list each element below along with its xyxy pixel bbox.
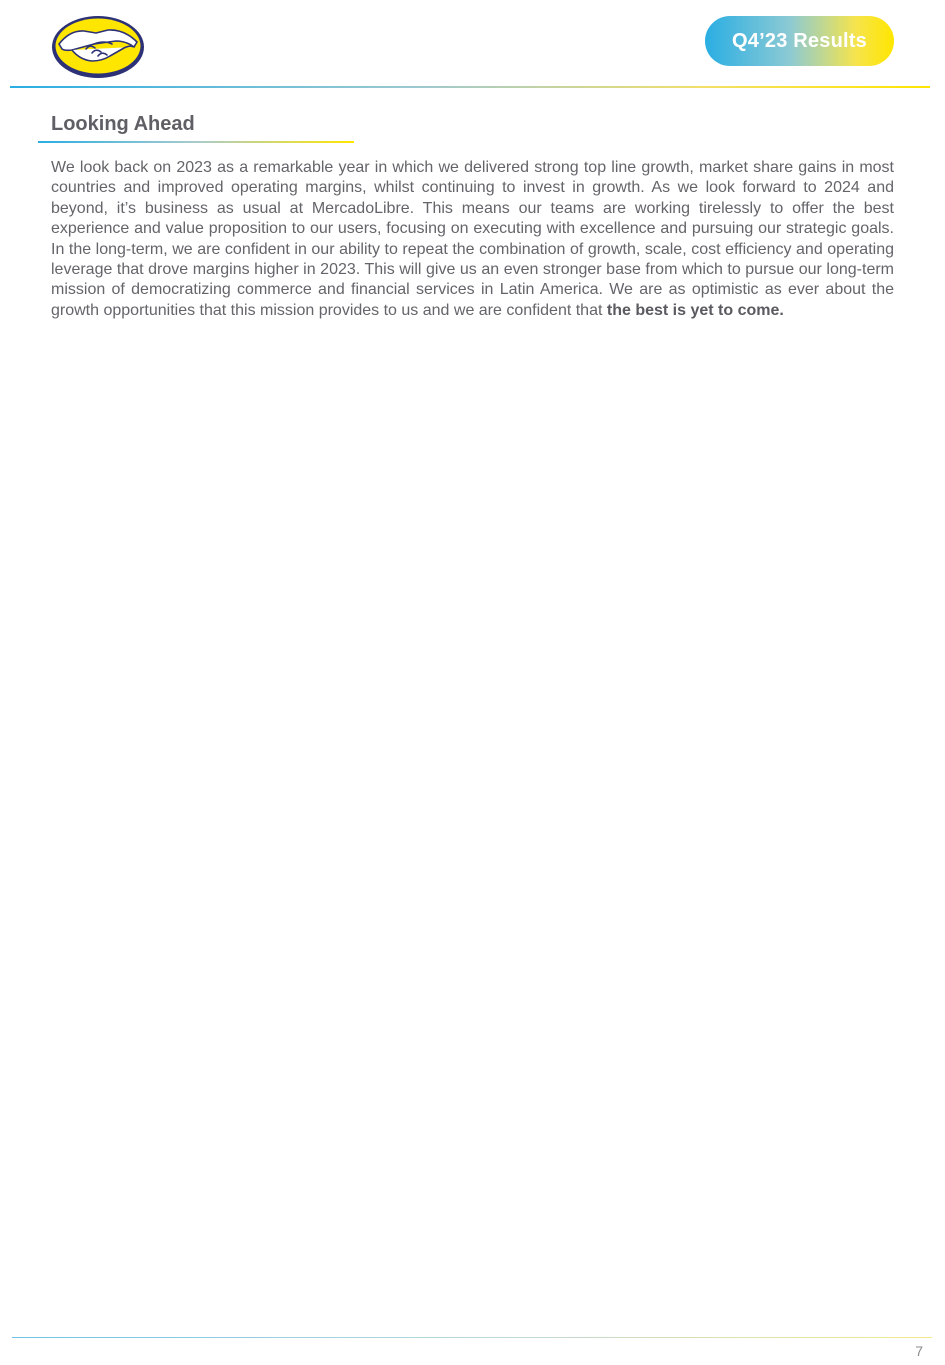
handshake-logo-icon [50,14,146,80]
paragraph-emphasis: the best is yet to come. [606,301,784,319]
body-paragraph [51,158,894,321]
footer-divider [12,1337,932,1338]
title-underline [38,141,354,143]
report-badge: Q4’23 Results [705,16,894,66]
header-divider [10,86,930,88]
page-number: 7 [915,1343,923,1359]
section-title: Looking Ahead [51,113,195,135]
paragraph-text: We look back on 2023 as a remarkable year in which we delivered strong top line growth, market share gains in most countries and improved operating margins, whilst continuing to invest in growth. As we look forward to 2024 and beyond, it’s business as usual at MercadoLibre. This means our teams are working tirelessly to offer the best experience and value proposition to our users, focusing on executing with excellence and pursuing our strategic goals. In the long-term, we are confident in our ability to repeat the combination of growth, scale, cost efficiency and operating leverage that drove margins higher in 2023. This will give us an even stronger base from which to pursue our long-term mission of democratizing commerce and financial services in Latin America. We are as optimistic as ever about the growth opportunities that this mission provides to us and we are confident that [51,159,894,319]
